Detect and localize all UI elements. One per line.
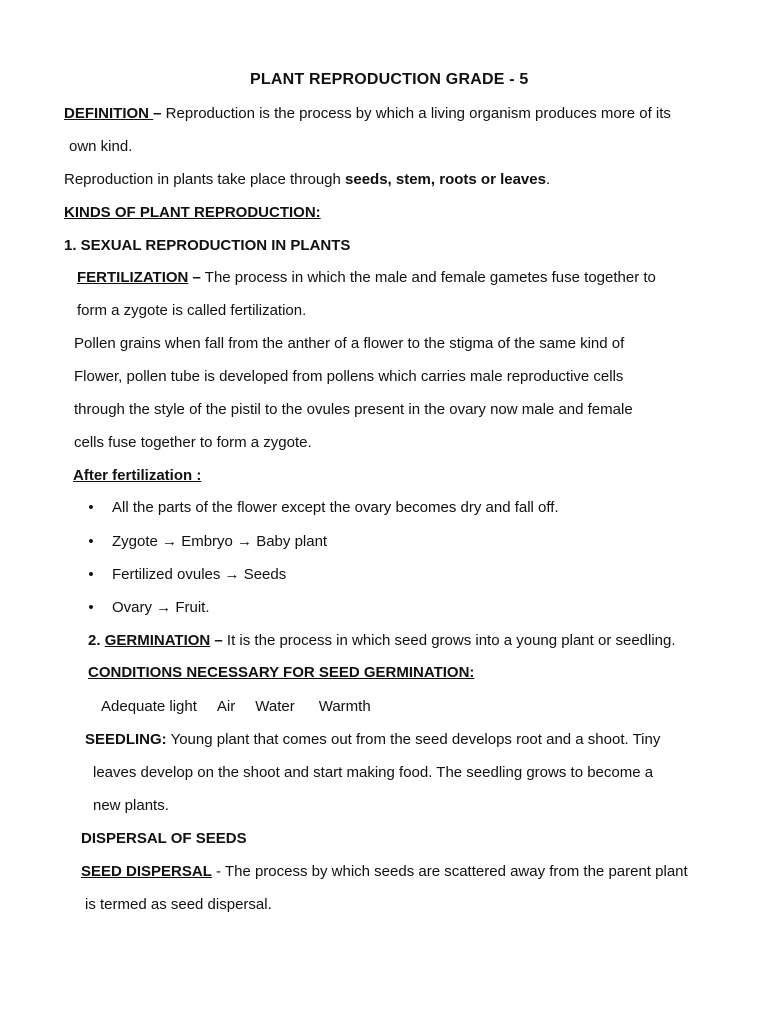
list-item-text: Fertilized ovules → Seeds (112, 566, 287, 583)
bullet-icon: • (88, 599, 94, 616)
fertilization-label: FERTILIZATION (77, 269, 189, 286)
condition-item: Warmth (318, 698, 371, 715)
definition-label: DEFINITION (64, 105, 154, 122)
seedling-line (85, 730, 660, 750)
definition-line (64, 104, 671, 124)
germination-number: 2. (88, 632, 105, 649)
fertilization-text: The process in which the male and female gametes fuse together to (200, 269, 656, 286)
conditions-heading: CONDITIONS NECESSARY FOR SEED GERMINATION: (88, 664, 475, 681)
seed-dispersal-continuation: is termed as seed dispersal. (85, 896, 272, 913)
seedling-text: Young plant that comes out from the seed develops root and a shoot. Tiny (166, 731, 661, 748)
condition-item: Adequate light (101, 698, 197, 715)
pollen-line-2: Flower, pollen tube is developed from pollens which carries male reproductive cells (74, 368, 624, 385)
germination-label: GERMINATION (104, 632, 211, 649)
bullet-icon: • (88, 499, 94, 516)
seed-dispersal-text: - The process by which seeds are scattered away from the parent plant (211, 863, 688, 880)
germination-dash: – (210, 632, 223, 649)
fertilization-continuation: form a zygote is called fertilization. (77, 302, 307, 319)
seedling-label: SEEDLING: (85, 731, 167, 748)
reproduction-methods: seeds, stem, roots or leaves (345, 171, 546, 188)
seedling-continuation-2: new plants. (93, 797, 169, 814)
germination-line (88, 631, 676, 651)
pollen-line-1: Pollen grains when fall from the anther of a flower to the stigma of the same kind of (74, 335, 625, 352)
seedling-continuation-1: leaves develop on the shoot and start making food. The seedling grows to become a (93, 764, 654, 781)
list-item-text: All the parts of the flower except the ovary becomes dry and fall off. (112, 499, 559, 516)
definition-text: Reproduction is the process by which a living organism produces more of its (161, 105, 671, 122)
after-fertilization-heading: After fertilization : (73, 467, 202, 484)
page-title: PLANT REPRODUCTION GRADE - 5 (250, 71, 529, 88)
sexual-reproduction-heading: 1. SEXUAL REPRODUCTION IN PLANTS (64, 237, 351, 254)
definition-dash: – (153, 105, 162, 122)
list-item-text: Zygote → Embryo → Baby plant (112, 533, 328, 550)
reproduction-line (64, 170, 550, 190)
germination-text: It is the process in which seed grows into a young plant or seedling. (222, 632, 676, 649)
definition-continuation: own kind. (69, 138, 133, 155)
bullet-icon: • (88, 533, 94, 550)
condition-item: Water (255, 698, 295, 715)
fertilization-dash: – (188, 269, 201, 286)
list-item-text: Ovary → Fruit. (112, 599, 210, 616)
reproduction-suffix: . (545, 171, 551, 188)
reproduction-prefix: Reproduction in plants take place through (64, 171, 346, 188)
conditions-list (101, 697, 371, 717)
pollen-line-4: cells fuse together to form a zygote. (74, 434, 312, 451)
fertilization-line (77, 268, 656, 288)
dispersal-heading: DISPERSAL OF SEEDS (81, 830, 247, 847)
pollen-line-3: through the style of the pistil to the ovules present in the ovary now male and female (74, 401, 633, 418)
bullet-icon: • (88, 566, 94, 583)
condition-item: Air (216, 698, 236, 715)
seed-dispersal-label: SEED DISPERSAL (81, 863, 212, 880)
kinds-heading: KINDS OF PLANT REPRODUCTION: (64, 204, 321, 221)
seed-dispersal-line (81, 862, 688, 882)
